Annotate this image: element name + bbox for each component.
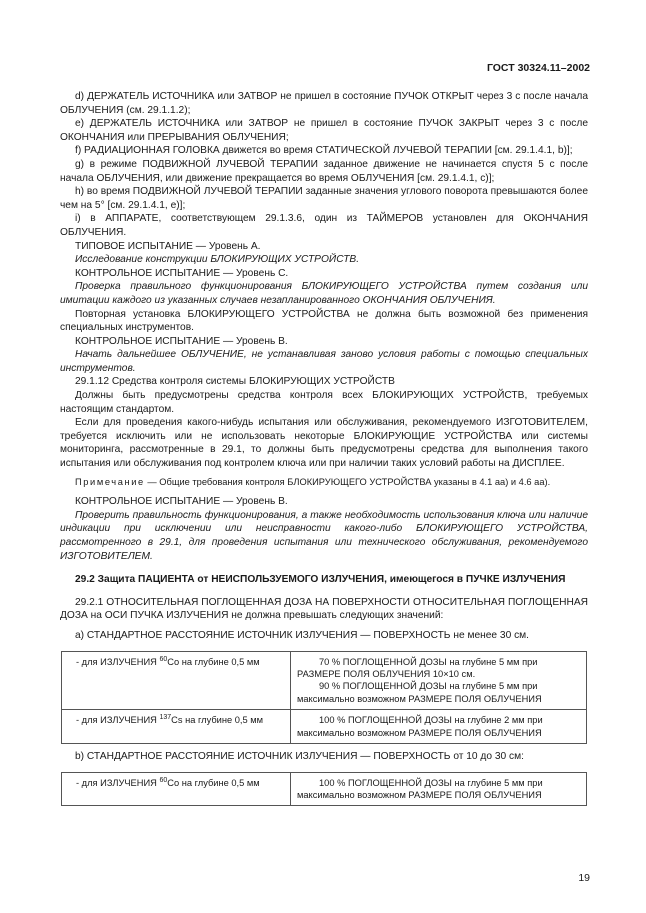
note-label: Примечание — [75, 476, 145, 487]
table-cell — [62, 710, 291, 744]
control-test-b1-description: Начать дальнейшее ОБЛУЧЕНИЕ, не устанавливая заново условия работы с помощью специальных инструментов. — [60, 349, 588, 374]
radiation-suffix: Со на глубине 0,5 мм — [167, 656, 260, 667]
control-test-c-description: Проверка правильного функционирования БЛОКИРУЮЩЕГО УСТРОЙСТВА путем создания или имитации каждого из указанных случаев незапланированного ОКОНЧАНИЯ ОБЛУЧЕНИЯ. — [60, 281, 588, 306]
table-cell — [291, 772, 587, 806]
item-a-line: а) СТАНДАРТНОЕ РАССТОЯНИЕ ИСТОЧНИК ИЗЛУЧЕНИЯ — ПОВЕРХНОСТЬ не менее 30 см. — [75, 629, 529, 641]
radiation-prefix: - для ИЗЛУЧЕНИЯ — [76, 777, 160, 788]
item-g: g) в режиме ПОДВИЖНОЙ ЛУЧЕВОЙ ТЕРАПИИ заданное движение не начинается спустя 5 с после начала ОБЛУЧЕНИЯ, или движение прекращается во время ОБЛУЧЕНИЯ [см. 29.1.4.1, с)]; — [60, 158, 588, 184]
type-test-label: ТИПОВОЕ ИСПЫТАНИЕ — Уровень А. — [75, 240, 261, 252]
reinstall-paragraph: Повторная установка БЛОКИРУЮЩЕГО УСТРОЙСТВА не должна быть возможной без применения специальных инструментов. — [60, 308, 588, 334]
note-text: — Общие требования контроля БЛОКИРУЮЩЕГО УСТРОЙСТВА указаны в 4.1 аа) и 4.6 аа). — [144, 476, 551, 487]
control-test-b2-label: КОНТРОЛЬНОЕ ИСПЫТАНИЕ — Уровень В. — [75, 496, 288, 508]
means-paragraph: Должны быть предусмотрены средства контроля всех БЛОКИРУЮЩИХ УСТРОЙСТВ, требуемых настоящим стандартом. — [60, 390, 588, 415]
note — [60, 476, 588, 490]
radiation-prefix: - для ИЗЛУЧЕНИЯ — [76, 715, 160, 726]
dose-table-b — [61, 772, 587, 807]
dose-requirement: 100 % ПОГЛОЩЕННОЙ ДОЗЫ на глубине 2 мм при максимально возможном РАЗМЕРЕ ПОЛЯ ОБЛУЧЕНИЯ — [297, 715, 543, 738]
dose-requirement: 90 % ПОГЛОЩЕННОЙ ДОЗЫ на глубине 5 мм при максимально возможном РАЗМЕРЕ ПОЛЯ ОБЛУЧЕНИЯ — [297, 681, 542, 704]
table-cell — [62, 772, 291, 806]
radiation-suffix: Со на глубине 0,5 мм — [167, 777, 260, 788]
radiation-suffix: Cs на глубине 0,5 мм — [171, 715, 264, 726]
section-29-2-1: 29.2.1 ОТНОСИТЕЛЬНАЯ ПОГЛОЩЕННАЯ ДОЗА НА ПОВЕРХНОСТИ ОТНОСИТЕЛЬНАЯ ПОГЛОЩЕННАЯ ДОЗА на ОСИ ПУЧКА ИЗЛУЧЕНИЯ не должна превышать следующих значений: — [60, 596, 588, 622]
table-cell — [291, 651, 587, 710]
table-cell — [62, 651, 291, 710]
radiation-prefix: - для ИЗЛУЧЕНИЯ — [76, 656, 160, 667]
control-test-b2-description: Проверить правильность функционирования, а также необходимость использования ключа или наличие индикации при исключении или неисправности какого-либо БЛОКИРУЮЩЕГО УСТРОЙСТВА, рассмотренного в 29.1, для проведения испытания или технического обслуживания, рекомендуемого ИЗГОТОВИТЕЛЕМ. — [60, 509, 588, 562]
item-f: f) РАДИАЦИОННАЯ ГОЛОВКА движется во время СТАТИЧЕСКОЙ ЛУЧЕВОЙ ТЕРАПИИ [см. 29.1.4.1, b)]; — [75, 145, 573, 157]
document-id: ГОСТ 30324.11–2002 — [486, 62, 590, 74]
item-e: е) ДЕРЖАТЕЛЬ ИСТОЧНИКА или ЗАТВОР не пришел в состояние ПУЧОК ЗАКРЫТ через 3 с после ОКОНЧАНИЯ или ПРЕРЫВАНИЯ ОБЛУЧЕНИЯ; — [60, 118, 588, 143]
isotope-mass-number: 137 — [159, 714, 172, 722]
table-row — [62, 651, 587, 710]
control-test-b1-label: КОНТРОЛЬНОЕ ИСПЫТАНИЕ — Уровень В. — [75, 335, 288, 347]
page-number: 19 — [578, 872, 590, 884]
page-body — [60, 90, 588, 806]
type-test-description: Исследование конструкции БЛОКИРУЮЩИХ УСТРОЙСТВ. — [75, 254, 360, 266]
item-b-line: b) СТАНДАРТНОЕ РАССТОЯНИЕ ИСТОЧНИК ИЗЛУЧЕНИЯ — ПОВЕРХНОСТЬ от 10 до 30 см: — [75, 751, 524, 762]
item-d: d) ДЕРЖАТЕЛЬ ИСТОЧНИКА или ЗАТВОР не пришел в состояние ПУЧОК ОТКРЫТ через 3 с после начала ОБЛУЧЕНИЯ (см. 29.1.1.2); — [60, 91, 588, 116]
isotope-mass-number: 60 — [159, 655, 168, 663]
item-i: i) в АППАРАТЕ, соответствующем 29.1.3.6, один из ТАЙМЕРОВ установлен для ОКОНЧАНИЯ ОБЛУЧЕНИЯ. — [60, 213, 588, 238]
maintenance-paragraph: Если для проведения какого-нибудь испытания или обслуживания, рекомендуемого ИЗГОТОВИТЕЛЕМ, требуется исключить или не использовать некоторые БЛОКИРУЮЩИЕ УСТРОЙСТВА или системы мониторинга, рассмотренные в 29.1, то должны быть предусмотрены средства для выполнения такого испытания или обслуживания под контролем ключа или при наличии таких условий работы на ДИСПЛЕЕ. — [60, 417, 588, 470]
table-row — [62, 772, 587, 806]
table-row — [62, 710, 587, 744]
dose-requirement: 100 % ПОГЛОЩЕННОЙ ДОЗЫ на глубине 5 мм при максимально возможном РАЗМЕРЕ ПОЛЯ ОБЛУЧЕНИЯ — [297, 777, 543, 800]
section-29-2-heading: 29.2 Защита ПАЦИЕНТА от НЕИСПОЛЬЗУЕМОГО ИЗЛУЧЕНИЯ, имеющегося в ПУЧКЕ ИЗЛУЧЕНИЯ — [75, 574, 566, 586]
table-cell — [291, 710, 587, 744]
dose-requirement: 70 % ПОГЛОЩЕННОЙ ДОЗЫ на глубине 5 мм при РАЗМЕРЕ ПОЛЯ ОБЛУЧЕНИЯ 10×10 см. — [297, 656, 538, 679]
isotope-mass-number: 60 — [159, 776, 168, 784]
section-29-1-12-title: 29.1.12 Средства контроля системы БЛОКИРУЮЩИХ УСТРОЙСТВ — [75, 376, 395, 388]
control-test-c-label: КОНТРОЛЬНОЕ ИСПЫТАНИЕ — Уровень С. — [75, 267, 289, 279]
dose-table-a — [61, 651, 587, 744]
item-h: h) во время ПОДВИЖНОЙ ЛУЧЕВОЙ ТЕРАПИИ заданные значения углового поворота превышаются более чем на 5° [см. 29.1.4.1, е)]; — [60, 186, 588, 211]
